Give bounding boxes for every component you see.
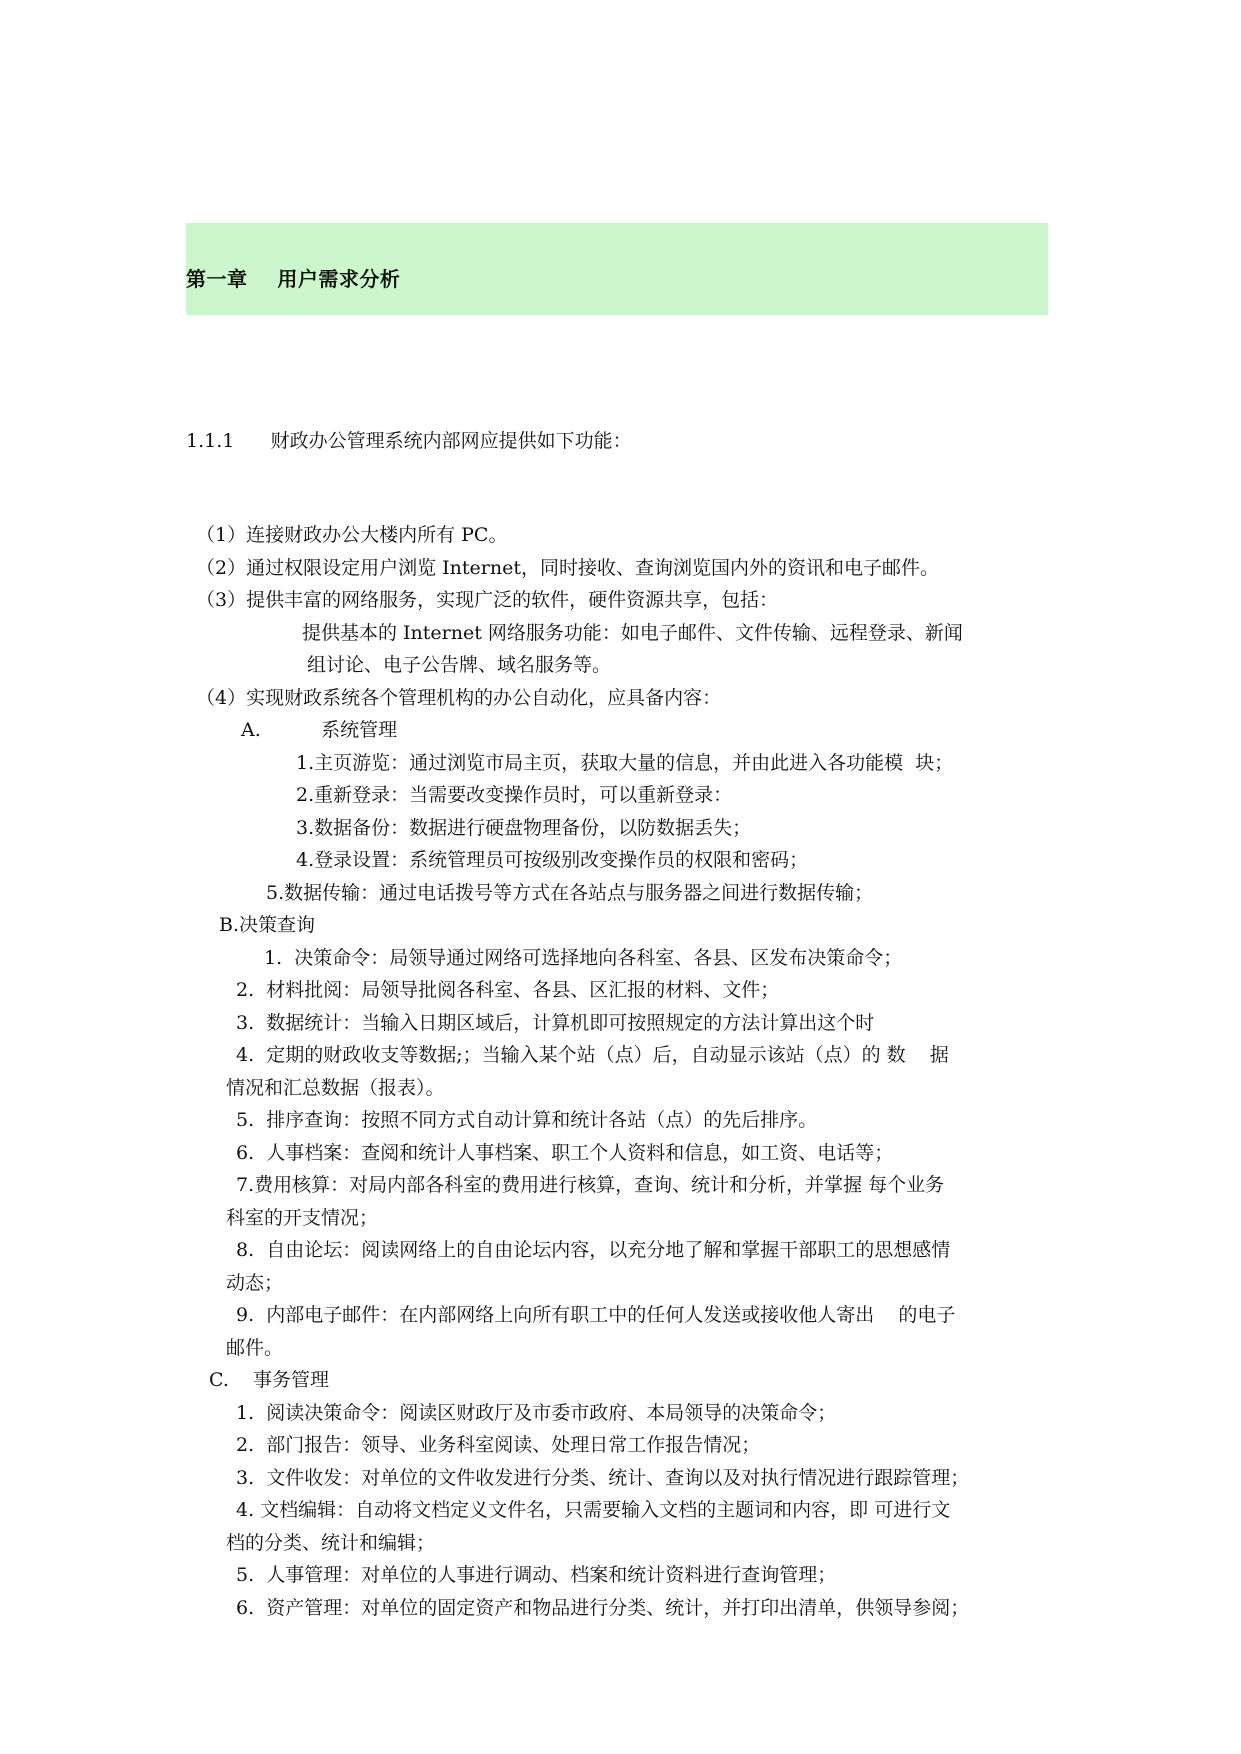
section-heading: 1.1.1 财政办公管理系统内部网应提供如下功能： — [186, 430, 632, 452]
list-item-3-detail: 提供基本的 Internet 网络服务功能：如电子邮件、文件传输、远程登录、新闻 — [302, 621, 963, 644]
subsection-b-item: 7.费用核算：对局内部各科室的费用进行核算，查询、统计和分析，并掌握 每个业务 — [236, 1174, 945, 1196]
subsection-b-item: 8. 自由论坛：阅读网络上的自由论坛内容，以充分地了解和掌握干部职工的思想感情 — [236, 1239, 951, 1261]
subsection-c-item: 6. 资产管理：对单位的固定资产和物品进行分类、统计，并打印出清单，供领导参阅； — [236, 1596, 970, 1619]
subsection-b-item: 5. 排序查询：按照不同方式自动计算和统计各站（点）的先后排序。 — [236, 1109, 818, 1131]
subsection-b-item: 4. 定期的财政收支等数据;；当输入某个站（点）后，自动显示该站（点）的 数 据 — [236, 1044, 949, 1066]
chapter-heading-bar — [186, 223, 1048, 315]
subsection-b-item-cont: 情况和汇总数据（报表）。 — [226, 1076, 445, 1099]
list-item-1: （1）连接财政办公大楼内所有 PC。 — [196, 524, 508, 546]
subsection-c-item: 4. 文档编辑：自动将文档定义文件名，只需要输入文档的主题词和内容，即 可进行文 — [236, 1499, 951, 1521]
subsection-b-item-cont: 动态； — [226, 1271, 284, 1294]
list-item-2: （2）通过权限设定用户浏览 Internet，同时接收、查询浏览国内外的资讯和电子邮件。 — [196, 556, 939, 579]
subsection-b-item: 2. 材料批阅：局领导批阅各科室、各县、区汇报的材料、文件； — [236, 979, 780, 1001]
list-item-4: （4）实现财政系统各个管理机构的办公自动化，应具备内容： — [196, 686, 722, 709]
subsection-c-item: 5. 人事管理：对单位的人事进行调动、档案和统计资料进行查询管理； — [236, 1564, 837, 1586]
subsection-a-item: 1.主页游览：通过浏览市局主页，获取大量的信息，并由此进入各功能模 块； — [296, 751, 954, 774]
subsection-a-item: 5.数据传输：通过电话拨号等方式在各站点与服务器之间进行数据传输； — [266, 881, 874, 904]
list-item-3: （3）提供丰富的网络服务，实现广泛的软件，硬件资源共享，包括： — [196, 589, 779, 611]
subsection-b-item: 3. 数据统计：当输入日期区域后，计算机即可按照规定的方法计算出这个时 — [236, 1011, 875, 1034]
subsection-b-item: 6. 人事档案：查阅和统计人事档案、职工个人资料和信息，如工资、电话等； — [236, 1141, 894, 1164]
subsection-c-item: 2. 部门报告：领导、业务科室阅读、处理日常工作报告情况； — [236, 1434, 761, 1456]
subsection-c: C. 事务管理 — [209, 1369, 330, 1391]
subsection-c-item: 1. 阅读决策命令：阅读区财政厅及市委市政府、本局领导的决策命令； — [236, 1401, 837, 1424]
subsection-b: B.决策查询 — [219, 914, 316, 936]
subsection-b-item: 1. 决策命令：局领导通过网络可选择地向各科室、各县、区发布决策命令； — [264, 946, 903, 969]
subsection-a: A. 系统管理 — [241, 719, 398, 741]
subsection-a-item: 3.数据备份：数据进行硬盘物理备份，以防数据丢失； — [296, 816, 752, 839]
subsection-a-item: 2.重新登录：当需要改变操作员时，可以重新登录： — [296, 784, 733, 806]
subsection-c-item-cont: 档的分类、统计和编辑； — [226, 1531, 436, 1554]
chapter-title: 第一章 用户需求分析 — [186, 267, 401, 291]
subsection-b-item: 9. 内部电子邮件：在内部网络上向所有职工中的任何人发送或接收他人寄出 的电子 — [236, 1304, 956, 1326]
subsection-a-item: 4.登录设置：系统管理员可按级别改变操作员的权限和密码； — [296, 849, 809, 871]
subsection-b-item-cont: 邮件。 — [226, 1336, 284, 1359]
subsection-c-item: 3. 文件收发：对单位的文件收发进行分类、统计、查询以及对执行情况进行跟踪管理； — [236, 1466, 970, 1489]
list-item-3-detail-cont: 组讨论、电子公告牌、域名服务等。 — [307, 654, 612, 676]
subsection-b-item-cont: 科室的开支情况； — [226, 1206, 379, 1229]
